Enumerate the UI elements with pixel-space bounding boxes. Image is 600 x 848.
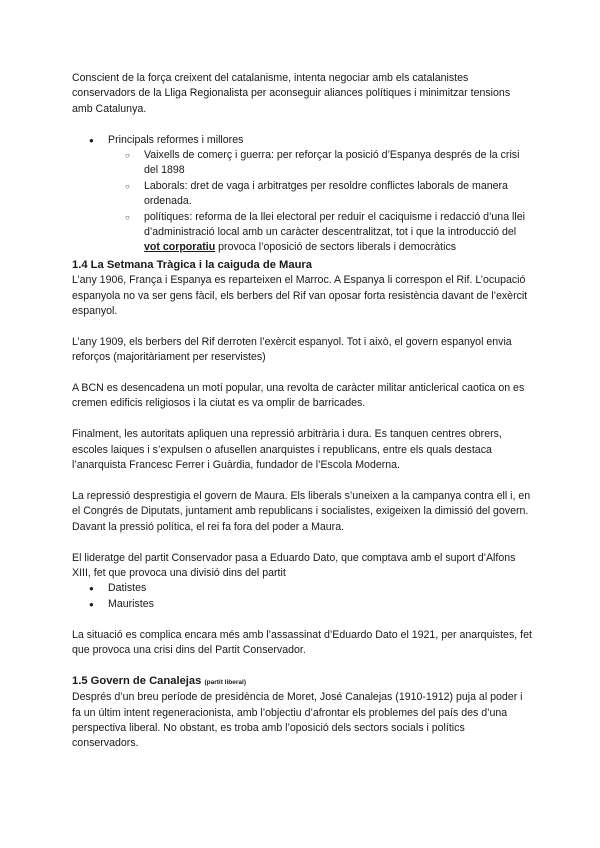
- reform-commerce: ○ Vaixells de comerç i guerra: per reforçar la posició d’Espanya després de la crisi del 1898: [108, 148, 532, 179]
- s14-paragraph-1: L’any 1906, França i Espanya es reparteixen el Marroc. A Espanya li correspon el Rif. L’ocupació espanyola no va ser gens fàcil, els berbers del Rif van oposar forta resistència davant de l’exèrcit espanyol.: [72, 274, 528, 318]
- reforms-label: Principals reformes i millores: [108, 133, 244, 146]
- intro-paragraph: Conscient de la força creixent del catalanisme, intenta negociar amb els catalanistes conservadors de la Lliga Regionalista per aconseguir aliances polítiques i minimitzar tensions amb Catalunya.: [72, 72, 511, 115]
- s14-paragraph-7: La situació es complica encara més amb l’assassinat d’Eduardo Dato el 1921, per anarquistes, fet que provoca una crisi dins del Partit Conservador.: [72, 628, 532, 656]
- reform-politics-tail: provoca l’oposició de sectors liberals i democràtics: [215, 241, 457, 254]
- document-body: [72, 71, 532, 752]
- section-1-5-note: (partit liberal): [204, 678, 246, 686]
- reform-politics: [108, 210, 532, 256]
- section-1-5-title: 1.5 Govern de Canalejas: [72, 674, 202, 687]
- s14-paragraph-4: Finalment, les autoritats apliquen una repressió arbitrària i dura. Es tanquen centres obrers, escoles laiques i s’expulsen o afusellen anarquistes i republicans, entre els quals destaca l’anarquista Francesc Ferrer i Guàrdia, fundador de l’Escola Moderna.: [72, 428, 502, 472]
- reforms-sublist: [108, 148, 532, 256]
- reforms-list: [72, 133, 532, 256]
- s14-paragraph-5: La repressió desprestigia el govern de Maura. Els liberals s’uneixen a la campanya contra ell i, en el Congrés de Diputats, juntament amb republicans i socialistes, exigeixen la dimissió del govern. Davant la pressió política, el rei fa fora del poder a Maura.: [72, 489, 531, 533]
- section-1-4-title: 1.4 La Setmana Tràgica i la caiguda de Maura: [72, 258, 313, 271]
- faction-datistes: ● Datistes: [72, 581, 532, 596]
- faction-mauristes: ● Mauristes: [72, 597, 532, 612]
- s14-paragraph-3: A BCN es desencadena un motí popular, una revolta de caràcter militar anticlerical caotica on es cremen edificis religiosos i la ciutat es va omplir de barricades.: [72, 382, 525, 410]
- factions-list: [72, 581, 532, 612]
- vot-corporatiu-term: vot corporatiu: [144, 241, 216, 254]
- reform-politics-text: polítiques: reforma de la llei electoral per reduir el caciquisme i redacció d’una llei d’administració local amb un caràcter descentralitzat, tot i que la introducció del: [144, 210, 525, 239]
- s14-paragraph-6: El lideratge del partit Conservador pasa a Eduardo Dato, que comptava amb el suport d’Alfons XIII, fet que provoca una divisió dins del partit: [72, 551, 516, 579]
- s15-paragraph-1: Després d’un breu període de presidència de Moret, José Canalejas (1910-1912) puja al poder i fa un últim intent regeneracionista, amb l’objectiu d’afrontar els problemes del país des d’una perspectiva liberal. No obstant, es troba amb l’oposició dels sectors socials i polítics conservadors.: [72, 691, 523, 750]
- reforms-item: [72, 133, 532, 256]
- s14-paragraph-2: L’any 1909, els berbers del Rif derroten l’exèrcit espanyol. Tot i això, el govern espanyol envia reforços (majoritàriament per reservistes): [72, 335, 512, 364]
- section-1-5-heading: [72, 674, 532, 690]
- reform-labour: ○ Laborals: dret de vaga i arbitratges per resoldre conflictes laborals de manera ordenada.: [108, 179, 532, 210]
